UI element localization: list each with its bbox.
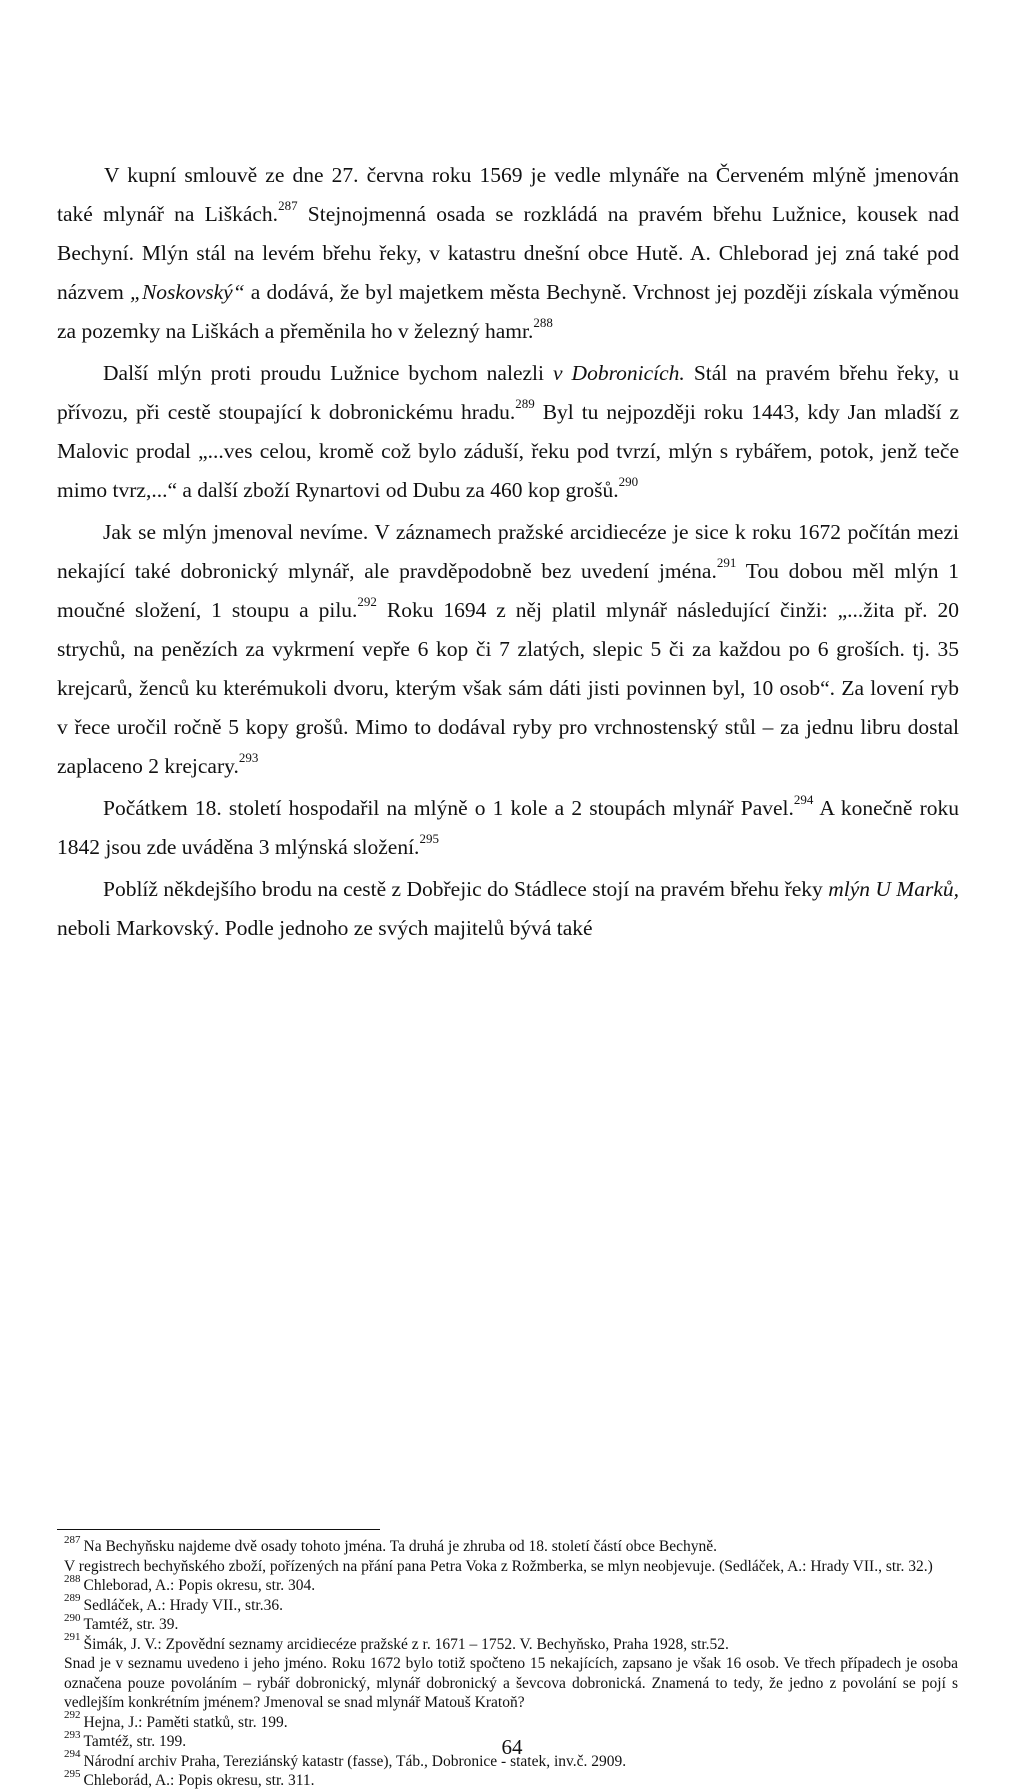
text-segment: Počátkem 18. století hospodařil na mlýně o 1 kole a 2 stoupách mlynář Pavel. [103, 796, 794, 820]
footnote [64, 1767, 958, 1791]
text-segment: a dodává, že byl majetkem města Bechyně. Vrchnost jej později získala výměnou za pozemky na Liškách a přeměnila ho v železný hamr. [57, 280, 959, 343]
text-segment: Stál na pravém břehu řeky, u přívozu, při cestě stoupající k dobronickému hradu. [57, 361, 959, 424]
italic-text: „Noskovský“ [130, 280, 245, 304]
footnote-number: 287 [64, 1533, 81, 1546]
footnote-text: Na Bechyňsku najdeme dvě osady tohoto jména. Ta druhá je zhruba od 18. století částí obce Bechyně. [83, 1538, 718, 1555]
footnote-text: Šimák, J. V.: Zpovědní seznamy arcidiecéze pražské z r. 1671 – 1752. V. Bechyňsko, Praha 1928, str.52. [83, 1635, 729, 1653]
text-segment: Roku 1694 z něj platil mlynář následující činži: „...žita př. 20 strychů, na penězích za vykrmení vepře 6 kop či 7 zlatých, slepic 5 či za každou po 6 groších. tj. 35 krejcarů, ženců ku kterémukoli dvoru, kterým však sám dáti jisti povinnen byl, 10 osob“. Za lovení ryb v řece uročil ročně 5 kopy grošů. Mimo to dodával ryby pro vrchnostenský stůl – za jednu libru dostal zaplaceno 2 krejcary. [57, 598, 959, 778]
footnote-text: Sedláček, A.: Hrady VII., str.36. [83, 1596, 283, 1614]
text-segment: Byl tu nejpozději roku 1443, kdy Jan mladší z Malovic prodal „...ves celou, kromě což bylo záduší, řeku pod tvrzí, mlýn s rybářem, potok, jenž teče mimo tvrz,...“ a další zboží Rynartovi od Dubu za 460 kop grošů. [57, 400, 959, 502]
footnote-text: Národní archiv Praha, Tereziánský katastr (fasse), Táb., Dobronice - statek, inv.č. 2909. [83, 1752, 627, 1770]
paragraph [57, 513, 959, 786]
footnote-reference: 295 [419, 830, 439, 846]
footnote-reference: 292 [357, 593, 377, 609]
footnote-reference: 290 [618, 473, 639, 489]
text-segment: Tou dobou měl mlýn 1 moučné složení, 1 stoupu a pilu. [57, 559, 959, 622]
footnote-reference: 291 [716, 554, 737, 570]
footnote-text: Chleborad, A.: Popis okresu, str. 304. [83, 1577, 316, 1594]
paragraph [57, 156, 959, 351]
footnote-reference: 288 [533, 314, 553, 330]
footnote-number: 294 [64, 1748, 81, 1761]
footnote [64, 1631, 958, 1655]
paragraph [57, 354, 959, 510]
footnote-separator [57, 1529, 380, 1530]
footnote-text: Tamtéž, str. 39. [83, 1616, 179, 1633]
paragraph [57, 789, 959, 867]
footnote [64, 1533, 958, 1557]
italic-text: v Dobronicích. [553, 361, 685, 385]
paragraph [57, 870, 959, 948]
footnote-number: 289 [64, 1592, 81, 1605]
page-number: 64 [501, 1735, 523, 1759]
footnote-reference: 294 [793, 791, 814, 807]
text-segment: V kupní smlouvě ze dne 27. června roku 1569 je vedle mlynáře na Červeném mlýně jmenován také mlynář na Liškách. [57, 163, 959, 226]
footnote-text: V registrech bechyňského zboží, pořízených na přání pana Petra Voka z Rožmberka, se mlyn neobjevuje. (Sedláček, A.: Hrady VII., str. 32.) [64, 1557, 933, 1575]
footnote-number: 290 [64, 1611, 81, 1624]
footnote-reference: 287 [278, 197, 298, 213]
italic-text: mlýn U Marků, [828, 877, 960, 901]
footnote [64, 1709, 958, 1733]
footnote-number: 295 [64, 1767, 81, 1780]
footnote-number: 293 [64, 1728, 81, 1741]
footnote-text: Chleborád, A.: Popis okresu, str. 311. [83, 1772, 315, 1789]
footnote-reference: 289 [515, 395, 535, 411]
footnote-number: 288 [64, 1572, 81, 1585]
footnote [64, 1592, 958, 1616]
text-segment: Poblíž někdejšího brodu na cestě z Dobřejic do Stádlece stojí na pravém břehu řeky [103, 877, 829, 901]
text-segment: Další mlýn proti proudu Lužnice bychom nalezli [103, 361, 553, 385]
footnote-reference: 293 [238, 749, 259, 765]
footnote-number: 291 [64, 1631, 81, 1644]
footnote-number: 292 [64, 1709, 81, 1722]
footnote [64, 1557, 958, 1577]
text-segment: neboli Markovský. Podle jednoho ze svých majitelů bývá také [57, 916, 593, 940]
text-segment: A konečně roku 1842 jsou zde uváděna 3 mlýnská složení. [57, 796, 959, 859]
text-segment: Stejnojmenná osada se rozkládá na pravém břehu Lužnice, kousek nad Bechyní. Mlýn stál na levém břehu řeky, v katastru dnešní obce Hutě. A. Chleborad jej zná také pod názvem [57, 202, 959, 304]
footnote [64, 1572, 958, 1596]
footnote-text: Tamtéž, str. 199. [83, 1733, 187, 1750]
footnote-text: Hejna, J.: Paměti statků, str. 199. [83, 1713, 288, 1731]
text-segment: Jak se mlýn jmenoval nevíme. V záznamech pražské arcidiecéze je sice k roku 1672 počítán mezi nekající také dobronický mlynář, ale pravděpodobně bez uvedení jména. [57, 520, 959, 583]
footnote [64, 1611, 958, 1635]
main-text [57, 156, 959, 948]
footnote [64, 1654, 958, 1713]
footnote-text: Snad je v seznamu uvedeno i jeho jméno. Roku 1672 bylo totiž spočteno 15 nekajících, zapsano je však 16 osob. Ve třech případech je osoba označena pouze povoláním – rybář dobronický, mlynář dobronický a ševcova dobronická. Znamená to tedy, že jedno z povolání se pojí s vedlejším konkrétním jménem? Jmenoval se snad mlynář Matouš Kratoň? [64, 1655, 958, 1711]
